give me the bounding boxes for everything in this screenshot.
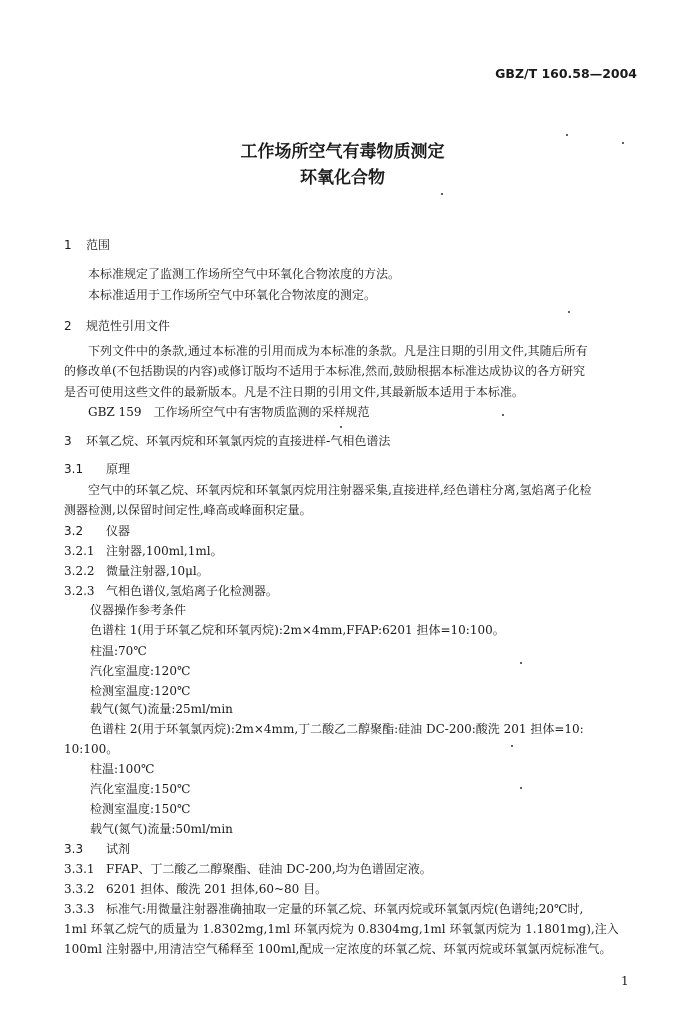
paragraph: 空气中的环氧乙烷、环氧丙烷和环氧氯丙烷用注射器采集,直接进样,经色谱柱分离,氢焰离子化检 [88,483,592,497]
scan-speck [566,134,568,136]
clause-number: 3.3.1 [64,862,95,876]
clause-number: 3.2.3 [64,584,95,598]
paragraph: 下列文件中的条款,通过本标准的引用而成为本标准的条款。凡是注日期的引用文件,其随后所有 [88,344,588,358]
paragraph: 本标准适用于工作场所空气中环氧化合物浓度的测定。 [88,288,377,302]
section-title: 范围 [86,238,111,252]
subsection-title: 试剂 [106,842,131,856]
column-1-spec: 色谱柱 1(用于环氧乙烷和环氧丙烷):2m×4mm,FFAP:6201 担体=10:100。 [90,623,505,637]
column-2-spec: 色谱柱 2(用于环氧氯丙烷):2m×4mm,丁二酸乙二醇聚酯:硅油 DC-200:酸洗 201 担体=10: [90,722,584,736]
clause-number: 3.2.1 [64,544,95,558]
scan-speck [340,426,342,428]
clause-text: 微量注射器,10μl。 [106,564,209,578]
document-title: 工作场所空气有毒物质测定 [240,142,445,162]
section-number: 1 [64,238,72,252]
section-1-heading [64,238,110,252]
scan-speck [568,311,570,313]
subsection-number: 3.1 [64,462,84,476]
clause-3-3-2 [64,882,327,896]
reference-item: GBZ 159 工作场所空气中有害物质监测的采样规范 [88,405,370,419]
column-2-spec-continued: 10:100。 [64,742,119,756]
standard-number: GBZ/T 160.58—2004 [495,66,637,81]
subsection-3-3-heading [64,842,130,856]
clause-number: 3.3.2 [64,882,95,896]
conditions-title: 仪器操作参考条件 [90,603,187,617]
page-number: 1 [621,974,629,988]
section-title: 规范性引用文件 [86,319,171,333]
document-subtitle: 环氧化合物 [300,168,385,188]
paragraph: 100ml 注射器中,用清洁空气稀释至 100ml,配成一定浓度的环氧乙烷、环氧丙烷或环氧氯丙烷标准气。 [64,942,612,956]
vaporizer-temperature: 汽化室温度:120℃ [90,664,191,678]
detector-temperature: 检测室温度:150℃ [90,802,191,816]
paragraph: 测器检测,以保留时间定性,峰高或峰面积定量。 [64,503,312,517]
scan-speck [622,142,624,144]
clause-3-2-1 [64,544,223,558]
clause-3-3-1 [64,862,432,876]
clause-text: 气相色谱仪,氢焰离子化检测器。 [106,584,278,598]
section-3-heading [64,434,390,448]
paragraph: 1ml 环氧乙烷气的质量为 1.8302mg,1ml 环氧丙烷为 0.8304mg,1ml 环氧氯丙烷为 1.1801mg),注入 [64,922,619,936]
subsection-3-1-heading [64,462,130,476]
section-title: 环氧乙烷、环氧丙烷和环氧氯丙烷的直接进样-气相色谱法 [86,434,391,448]
scan-speck [511,745,513,747]
detector-temperature: 检测室温度:120℃ [90,684,191,698]
clause-text: 注射器,100ml,1ml。 [106,544,223,558]
section-2-heading [64,319,170,333]
paragraph: 的修改单(不包括勘误的内容)或修订版均不适用于本标准,然而,鼓励根据本标准达成协议的各方研究 [64,364,585,378]
clause-text: 6201 担体、酸洗 201 担体,60~80 目。 [106,882,328,896]
scan-speck [520,787,522,789]
carrier-gas-flow: 载气(氮气)流量:50ml/min [90,822,233,836]
clause-text: FFAP、丁二酸乙二醇聚酯、硅油 DC-200,均为色谱固定液。 [106,862,432,876]
clause-3-2-3 [64,584,278,598]
subsection-title: 原理 [106,462,131,476]
carrier-gas-flow: 载气(氮气)流量:25ml/min [90,702,233,716]
paragraph: 本标准规定了监测工作场所空气中环氧化合物浓度的方法。 [88,267,401,281]
column-temperature: 柱温:100℃ [90,762,155,776]
subsection-title: 仪器 [106,524,131,538]
clause-text: 标准气:用微量注射器准确抽取一定量的环氧乙烷、环氧丙烷或环氧氯丙烷(色谱纯;20℃时, [106,902,584,916]
subsection-number: 3.3 [64,842,84,856]
section-number: 3 [64,434,72,448]
subsection-number: 3.2 [64,524,84,538]
scan-speck [502,414,504,416]
subsection-3-2-heading [64,524,130,538]
scan-speck [520,662,522,664]
column-temperature: 柱温:70℃ [90,644,147,658]
clause-number: 3.3.3 [64,902,95,916]
clause-3-3-3 [64,902,583,916]
clause-number: 3.2.2 [64,564,95,578]
paragraph: 是否可使用这些文件的最新版本。凡是不注日期的引用文件,其最新版本适用于本标准。 [64,385,524,399]
section-number: 2 [64,319,72,333]
clause-3-2-2 [64,564,209,578]
scan-speck [441,193,443,195]
vaporizer-temperature: 汽化室温度:150℃ [90,782,191,796]
